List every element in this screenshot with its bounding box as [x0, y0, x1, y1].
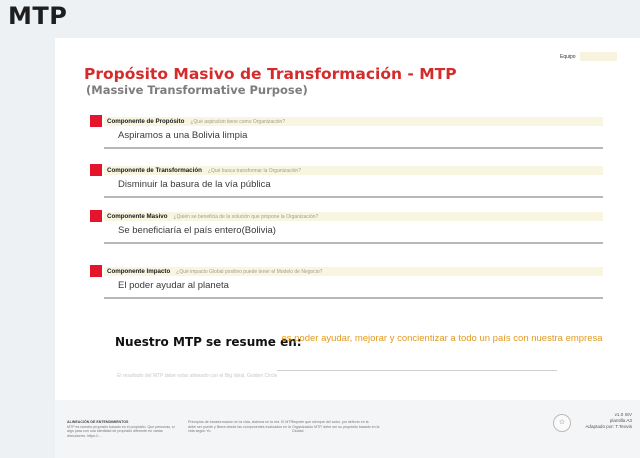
footer-column-3	[292, 420, 390, 434]
mtp-summary-value[interactable]: es poder ayudar, mejorar y concientizar a todo un país con nuestra empresa	[281, 333, 603, 344]
section-label	[107, 267, 322, 277]
section-proposito	[90, 115, 603, 151]
section-label	[107, 212, 318, 222]
section-divider	[104, 147, 603, 149]
page-heading: MTP	[8, 2, 68, 30]
section-divider	[104, 196, 603, 198]
section-title: Componente de Propósito	[107, 118, 185, 125]
section-title: Componente de Transformación	[107, 167, 202, 174]
footer-col1-text: MTP es nuestro propósito basado en el propósito. Que personas, si algo para con una identidad de propósito diferente en varias direcciones. https://...	[67, 424, 175, 438]
footer-col3-text: Importe que siempre del autor, por defecto en la Organización MTP, debe ser su propósito basado en la Ciudad.	[292, 420, 380, 434]
footer-author: Adaptado por: T.Teovis	[585, 424, 632, 429]
footer-column-1	[67, 420, 177, 438]
section-hint: ¿Qué impacto Global positivo puede tener el Modelo de Negocio?	[176, 269, 323, 275]
mtp-canvas-sheet	[55, 38, 640, 458]
section-transformacion	[90, 164, 603, 200]
section-divider	[104, 242, 603, 244]
footer-logo-icon: ☆	[553, 414, 571, 432]
footer-col2-text: Principios de transformación en la vida, sistema en la red. El MTP debe ser puede y libera desde las componentes evaluados en la vida según Yo.	[188, 420, 293, 434]
red-square-marker	[90, 265, 102, 277]
section-answer[interactable]: Aspiramos a una Bolivia limpia	[118, 130, 248, 141]
footer-credits	[585, 412, 632, 430]
section-masivo	[90, 210, 603, 246]
section-impacto	[90, 265, 603, 301]
footer-col1-title: ALINEACIÓN DE ENTENDIMIENTOS	[67, 420, 129, 424]
section-hint: ¿Quién se beneficia de la solución que propone la Organización?	[173, 214, 319, 220]
red-square-marker	[90, 115, 102, 127]
footer	[55, 400, 640, 458]
footer-template: plantilla A3	[609, 418, 632, 423]
section-title: Componente Impacto	[107, 268, 171, 275]
section-answer[interactable]: Disminuir la basura de la vía pública	[118, 179, 271, 190]
section-label	[107, 117, 285, 127]
red-square-marker	[90, 164, 102, 176]
document-subtitle: (Massive Transformative Purpose)	[86, 83, 308, 97]
section-title: Componente Masivo	[107, 213, 168, 220]
equipo-field[interactable]	[580, 52, 617, 61]
mtp-summary-label: Nuestro MTP se resume en:	[115, 335, 302, 349]
section-answer[interactable]: El poder ayudar al planeta	[118, 280, 229, 291]
section-hint: ¿Qué aspira/sin tiene como Organización?	[190, 119, 286, 125]
mtp-underline	[277, 370, 557, 371]
section-hint: ¿Qué busca transformar la Organización?	[207, 168, 301, 174]
footer-column-2	[188, 420, 293, 434]
document-title: Propósito Masivo de Transformación - MTP	[84, 65, 457, 83]
mtp-note: El resultado del MTP debe estar alineado con el Big Ideal, Golden Circle	[117, 373, 278, 379]
equipo-label: Equipo	[560, 54, 576, 60]
section-label	[107, 166, 301, 176]
red-square-marker	[90, 210, 102, 222]
footer-version: v1.0 ISV	[614, 412, 632, 417]
section-answer[interactable]: Se beneficiaría el país entero(Bolivia)	[118, 225, 276, 236]
section-divider	[104, 297, 603, 299]
